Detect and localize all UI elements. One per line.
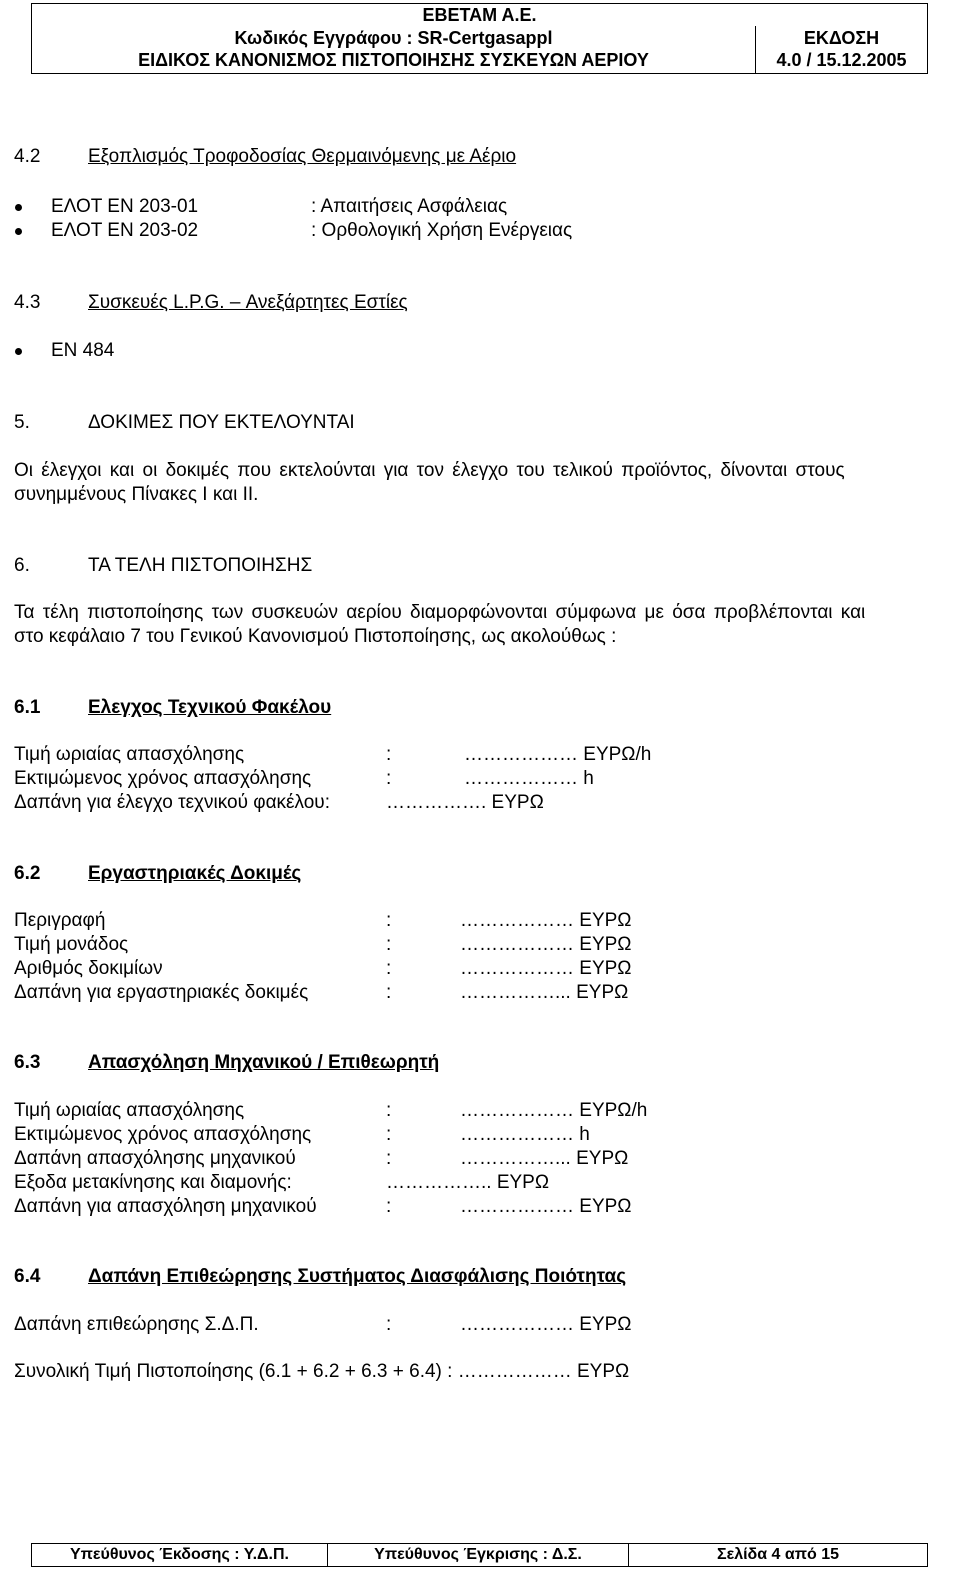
fee-colon: : — [386, 958, 392, 979]
bullet-icon — [15, 348, 22, 355]
fee-colon: : — [386, 768, 392, 789]
fee-value: ……………… h — [460, 1124, 590, 1145]
fee-label: Δαπάνη επιθεώρησης Σ.Δ.Π. — [14, 1314, 259, 1335]
document-header — [31, 3, 928, 74]
fee-value: ……………... ΕΥΡΩ — [460, 982, 629, 1003]
section-4-2-title: Εξοπλισμός Τροφοδοσίας Θερμαινόμενης με Αέριο — [88, 146, 517, 167]
fee-value: ……………… ΕΥΡΩ — [460, 910, 632, 931]
fee-label: Περιγραφή — [14, 910, 106, 931]
fee-colon: : — [386, 1196, 392, 1217]
issue-responsible: Υπεύθυνος Έκδοσης : Υ.Δ.Π. — [69, 1546, 289, 1563]
section-4-2-number: 4.2 — [14, 146, 41, 167]
fee-value: ……………… ΕΥΡΩ — [460, 958, 632, 979]
standard-code: ΕΛΟΤ ΕΝ 203-02 — [51, 220, 199, 241]
bullet-icon — [15, 228, 22, 235]
section-6-3-title: Απασχόληση Μηχανικού / Επιθεωρητή — [88, 1052, 440, 1073]
fee-colon: : — [386, 910, 392, 931]
fee-colon: : — [386, 982, 392, 1003]
regulation-title: ΕΙΔΙΚΟΣ ΚΑΝΟΝΙΣΜΟΣ ΠΙΣΤΟΠΟΙΗΣΗΣ ΣΥΣΚΕΥΩΝ ΑΕΡΙΟΥ — [138, 50, 649, 70]
edition-label: ΕΚΔΟΣΗ — [803, 28, 880, 48]
fee-label: Εκτιμώμενος χρόνος απασχόλησης — [14, 768, 312, 789]
section-6-title: ΤΑ ΤΕΛΗ ΠΙΣΤΟΠΟΙΗΣΗΣ — [88, 555, 313, 576]
fee-label: Αριθμός δοκιμίων — [14, 958, 163, 979]
fee-colon: : — [386, 744, 392, 765]
fee-label: Εξοδα μετακίνησης και διαμονής: — [14, 1172, 292, 1193]
fee-value: ……………… ΕΥΡΩ/h — [460, 1100, 648, 1121]
section-5-number: 5. — [14, 412, 30, 433]
standard-description: : Ορθολογική Χρήση Ενέργειας — [311, 220, 573, 241]
fee-value: ……………… h — [464, 768, 594, 789]
section-6-2-title: Εργαστηριακές Δοκιμές — [88, 863, 302, 884]
section-4-3-number: 4.3 — [14, 292, 41, 313]
company-name: ΕΒΕΤΑΜ Α.Ε. — [422, 5, 537, 25]
document-footer — [31, 1543, 928, 1567]
edition-value: 4.0 / 15.12.2005 — [776, 50, 907, 70]
fee-value: ……………… ΕΥΡΩ/h — [464, 744, 652, 765]
fee-label: Δαπάνη για έλεγχο τεχνικού φακέλου: — [14, 792, 330, 813]
fee-value: ……………… ΕΥΡΩ — [460, 934, 632, 955]
fee-label: Δαπάνη για εργαστηριακές δοκιμές — [14, 982, 309, 1003]
total-certification-price: Συνολική Τιμή Πιστοποίησης (6.1 + 6.2 + 6.3 + 6.4) : ……………… ΕΥΡΩ — [14, 1361, 630, 1382]
section-6-1-title: Ελεγχος Τεχνικού Φακέλου — [88, 697, 332, 718]
fee-label: Τιμή ωριαίας απασχόλησης — [14, 744, 245, 765]
standard-code: ΕΝ 484 — [51, 340, 115, 361]
section-6-1-number: 6.1 — [14, 697, 41, 718]
section-6-4-title: Δαπάνη Επιθεώρησης Συστήματος Διασφάλισης Ποιότητας — [88, 1266, 627, 1287]
fee-colon: : — [386, 1124, 392, 1145]
section-6-4-number: 6.4 — [14, 1266, 41, 1287]
fee-label: Εκτιμώμενος χρόνος απασχόλησης — [14, 1124, 312, 1145]
document-code: Κωδικός Εγγράφου : SR-Certgasappl — [234, 28, 553, 48]
fee-value: ……………. ΕΥΡΩ — [386, 792, 544, 813]
page-number: Σελίδα 4 από 15 — [717, 1546, 839, 1563]
section-6-2-number: 6.2 — [14, 863, 41, 884]
section-6-paragraph-line: στο κεφάλαιο 7 του Γενικού Κανονισμού Πιστοποίησης, ως ακολούθως : — [14, 626, 617, 647]
section-4-3-title: Συσκευές L.P.G. – Ανεξάρτητες Εστίες — [88, 292, 408, 313]
fee-colon: : — [386, 1100, 392, 1121]
fee-colon: : — [386, 934, 392, 955]
fee-label: Τιμή μονάδος — [14, 934, 129, 955]
bullet-icon — [15, 204, 22, 211]
fee-value: …………….. ΕΥΡΩ — [386, 1172, 550, 1193]
fee-value: ……………… ΕΥΡΩ — [460, 1196, 632, 1217]
section-5-paragraph-line: συνημμένους Πίνακες Ι και ΙΙ. — [14, 484, 259, 505]
standard-code: ΕΛΟΤ ΕΝ 203-01 — [51, 196, 199, 217]
approval-responsible: Υπεύθυνος Έγκρισης : Δ.Σ. — [374, 1546, 582, 1563]
section-6-3-number: 6.3 — [14, 1052, 41, 1073]
fee-label: Δαπάνη απασχόλησης μηχανικού — [14, 1148, 296, 1169]
fee-label: Τιμή ωριαίας απασχόλησης — [14, 1100, 245, 1121]
fee-value: ……………… ΕΥΡΩ — [460, 1314, 632, 1335]
section-6-paragraph-line: Τα τέλη πιστοποίησης των συσκευών αερίου διαμορφώνονται σύμφωνα με όσα προβλέπονται και — [14, 602, 866, 623]
section-6-number: 6. — [14, 555, 30, 576]
fee-colon: : — [386, 1314, 392, 1335]
fee-label: Δαπάνη για απασχόληση μηχανικού — [14, 1196, 317, 1217]
fee-value: ……………... ΕΥΡΩ — [460, 1148, 629, 1169]
fee-colon: : — [386, 1148, 392, 1169]
section-5-paragraph-line: Οι έλεγχοι και οι δοκιμές που εκτελούνται για τον έλεγχο του τελικού προϊόντος, δίνονται στους — [14, 460, 845, 481]
section-5-title: ΔΟΚΙΜΕΣ ΠΟΥ ΕΚΤΕΛΟΥΝΤΑΙ — [88, 412, 355, 433]
standard-description: : Απαιτήσεις Ασφάλειας — [311, 196, 508, 217]
